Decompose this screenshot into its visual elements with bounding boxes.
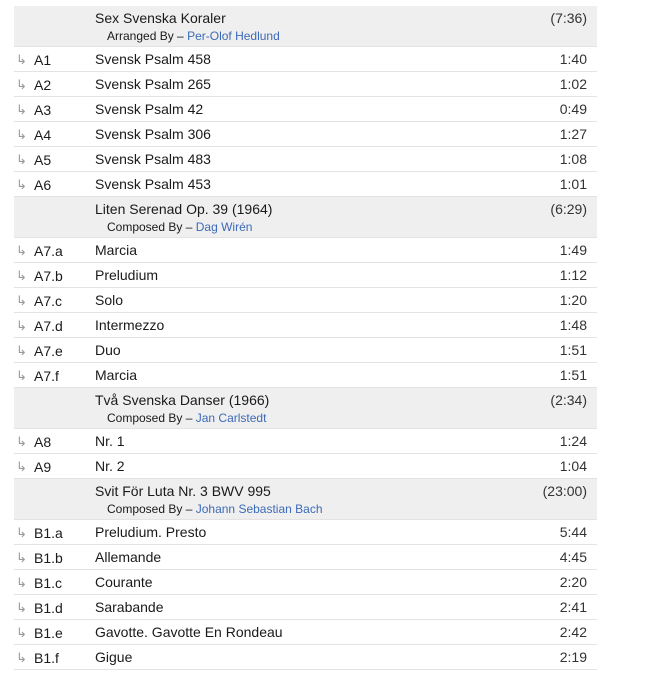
track-row	[14, 595, 597, 620]
track-title: Svensk Psalm 306	[95, 126, 211, 142]
track-position-label: A7.a	[34, 243, 63, 259]
track-duration: 1:40	[559, 51, 587, 67]
track-title-cell	[95, 367, 527, 383]
track-row	[14, 263, 597, 288]
track-duration: 1:27	[559, 126, 587, 142]
track-title: Marcia	[95, 242, 138, 258]
track-title: Preludium. Presto	[95, 524, 207, 540]
track-row	[14, 47, 597, 72]
track-row	[14, 288, 597, 313]
track-title-cell	[95, 524, 527, 540]
track-row	[14, 454, 597, 479]
credit-role: Composed By –	[107, 220, 193, 234]
heading-row	[14, 479, 597, 520]
track-duration: (7:36)	[550, 10, 587, 26]
track-position-label: A6	[34, 177, 52, 193]
track-credit	[95, 29, 527, 43]
track-title: Två Svenska Danser (1966)	[95, 392, 270, 408]
track-position	[14, 623, 95, 641]
track-row	[14, 72, 597, 97]
subtrack-arrow-icon: ↳	[16, 459, 27, 474]
track-title-cell	[95, 458, 527, 474]
track-credit	[95, 502, 527, 516]
track-title-cell	[95, 317, 527, 333]
track-position-label: B1.b	[34, 550, 63, 566]
track-title: Gigue	[95, 649, 133, 665]
track-title: Liten Serenad Op. 39 (1964)	[95, 201, 273, 217]
artist-link[interactable]: Johann Sebastian Bach	[195, 502, 323, 516]
track-position-label: A7.e	[34, 343, 63, 359]
track-row	[14, 363, 597, 388]
track-row	[14, 97, 597, 122]
track-position	[14, 175, 95, 193]
subtrack-arrow-icon: ↳	[16, 550, 27, 565]
subtrack-arrow-icon: ↳	[16, 293, 27, 308]
track-position-label: B1.d	[34, 600, 63, 616]
track-position-label: A2	[34, 77, 52, 93]
track-position-label: A3	[34, 102, 52, 118]
subtrack-arrow-icon: ↳	[16, 52, 27, 67]
track-duration: (23:00)	[542, 483, 587, 499]
track-title: Svensk Psalm 42	[95, 101, 204, 117]
track-duration: 0:49	[559, 101, 587, 117]
track-position	[14, 457, 95, 475]
track-title-cell	[95, 197, 527, 234]
track-duration: 2:20	[559, 574, 587, 590]
track-position-label: A8	[34, 434, 52, 450]
track-duration: (2:34)	[550, 392, 587, 408]
track-title-cell	[95, 176, 527, 192]
track-position	[14, 125, 95, 143]
track-duration: 2:41	[559, 599, 587, 615]
track-row	[14, 520, 597, 545]
track-title: Allemande	[95, 549, 162, 565]
subtrack-arrow-icon: ↳	[16, 268, 27, 283]
track-duration: 5:44	[559, 524, 587, 540]
subtrack-arrow-icon: ↳	[16, 343, 27, 358]
credit-role: Composed By –	[107, 502, 193, 516]
track-row	[14, 313, 597, 338]
track-title: Intermezzo	[95, 317, 165, 333]
track-position	[14, 6, 95, 8]
track-duration: 1:02	[559, 76, 587, 92]
track-title-cell	[95, 267, 527, 283]
track-duration: 2:19	[559, 649, 587, 665]
track-title: Svensk Psalm 265	[95, 76, 211, 92]
track-position	[14, 150, 95, 168]
track-position-label: B1.c	[34, 575, 63, 591]
track-position-label: B1.f	[34, 650, 59, 666]
subtrack-arrow-icon: ↳	[16, 650, 27, 665]
track-title: Solo	[95, 292, 124, 308]
track-title: Svensk Psalm 483	[95, 151, 211, 167]
track-position-label: A5	[34, 152, 52, 168]
track-title-cell	[95, 479, 527, 516]
track-title-cell	[95, 51, 527, 67]
subtrack-arrow-icon: ↳	[16, 368, 27, 383]
subtrack-arrow-icon: ↳	[16, 600, 27, 615]
artist-link[interactable]: Dag Wirén	[195, 220, 253, 234]
track-duration: 1:24	[559, 433, 587, 449]
subtrack-arrow-icon: ↳	[16, 102, 27, 117]
subtrack-arrow-icon: ↳	[16, 177, 27, 192]
track-position-label: A7.c	[34, 293, 63, 309]
track-title-cell	[95, 151, 527, 167]
track-position	[14, 388, 95, 390]
track-title: Svit För Luta Nr. 3 BWV 995	[95, 483, 271, 499]
subtrack-arrow-icon: ↳	[16, 525, 27, 540]
track-row	[14, 172, 597, 197]
heading-row	[14, 388, 597, 429]
track-position-label: A7.f	[34, 368, 59, 384]
subtrack-arrow-icon: ↳	[16, 318, 27, 333]
track-title: Courante	[95, 574, 153, 590]
credit-role: Arranged By –	[107, 29, 184, 43]
track-position-label: A7.d	[34, 318, 63, 334]
artist-link[interactable]: Jan Carlstedt	[195, 411, 267, 425]
track-position	[14, 291, 95, 309]
subtrack-arrow-icon: ↳	[16, 152, 27, 167]
track-position	[14, 598, 95, 616]
track-position-label: B1.a	[34, 525, 63, 541]
track-title-cell	[95, 76, 527, 92]
tracklist-table	[14, 6, 597, 670]
track-title-cell	[95, 242, 527, 258]
track-row	[14, 338, 597, 363]
track-position	[14, 366, 95, 384]
track-position	[14, 479, 95, 481]
track-position	[14, 197, 95, 199]
track-duration: 1:01	[559, 176, 587, 192]
track-duration: 1:49	[559, 242, 587, 258]
subtrack-arrow-icon: ↳	[16, 434, 27, 449]
track-position	[14, 316, 95, 334]
track-title-cell	[95, 101, 527, 117]
track-position	[14, 266, 95, 284]
track-title-cell	[95, 433, 527, 449]
track-title: Svensk Psalm 453	[95, 176, 211, 192]
track-title-cell	[95, 126, 527, 142]
track-position-label: A7.b	[34, 268, 63, 284]
track-duration: 1:51	[559, 342, 587, 358]
track-credit	[95, 411, 527, 425]
track-position	[14, 548, 95, 566]
track-duration: 1:51	[559, 367, 587, 383]
track-title-cell	[95, 6, 527, 43]
track-position	[14, 100, 95, 118]
artist-link[interactable]: Per-Olof Hedlund	[187, 29, 280, 43]
track-row	[14, 147, 597, 172]
track-duration: 1:04	[559, 458, 587, 474]
track-position	[14, 432, 95, 450]
track-position-label: A9	[34, 459, 52, 475]
track-position	[14, 50, 95, 68]
track-title: Marcia	[95, 367, 138, 383]
track-duration: 1:12	[559, 267, 587, 283]
track-title-cell	[95, 388, 527, 425]
track-duration: 4:45	[559, 549, 587, 565]
subtrack-arrow-icon: ↳	[16, 243, 27, 258]
track-position	[14, 75, 95, 93]
heading-row	[14, 6, 597, 47]
track-title: Duo	[95, 342, 121, 358]
track-position	[14, 648, 95, 666]
track-title-cell	[95, 599, 527, 615]
track-title: Nr. 1	[95, 433, 125, 449]
track-row	[14, 570, 597, 595]
credit-role: Composed By –	[107, 411, 193, 425]
subtrack-arrow-icon: ↳	[16, 625, 27, 640]
track-title: Svensk Psalm 458	[95, 51, 211, 67]
track-position	[14, 341, 95, 359]
track-title-cell	[95, 342, 527, 358]
track-row	[14, 620, 597, 645]
track-duration: 1:48	[559, 317, 587, 333]
track-title-cell	[95, 292, 527, 308]
track-row	[14, 545, 597, 570]
track-title-cell	[95, 624, 527, 640]
track-title: Preludium	[95, 267, 159, 283]
track-position	[14, 573, 95, 591]
track-position	[14, 523, 95, 541]
track-title-cell	[95, 549, 527, 565]
subtrack-arrow-icon: ↳	[16, 575, 27, 590]
track-duration: 2:42	[559, 624, 587, 640]
track-title: Sarabande	[95, 599, 164, 615]
track-row	[14, 122, 597, 147]
subtrack-arrow-icon: ↳	[16, 77, 27, 92]
track-title: Nr. 2	[95, 458, 125, 474]
track-position-label: B1.e	[34, 625, 63, 641]
track-row	[14, 429, 597, 454]
subtrack-arrow-icon: ↳	[16, 127, 27, 142]
heading-row	[14, 197, 597, 238]
track-duration: 1:20	[559, 292, 587, 308]
track-position-label: A4	[34, 127, 52, 143]
track-position-label: A1	[34, 52, 52, 68]
track-row	[14, 645, 597, 670]
track-title: Sex Svenska Koraler	[95, 10, 226, 26]
track-title-cell	[95, 649, 527, 665]
track-title: Gavotte. Gavotte En Rondeau	[95, 624, 283, 640]
track-position	[14, 241, 95, 259]
track-duration: (6:29)	[550, 201, 587, 217]
track-row	[14, 238, 597, 263]
track-title-cell	[95, 574, 527, 590]
track-duration: 1:08	[559, 151, 587, 167]
track-credit	[95, 220, 527, 234]
